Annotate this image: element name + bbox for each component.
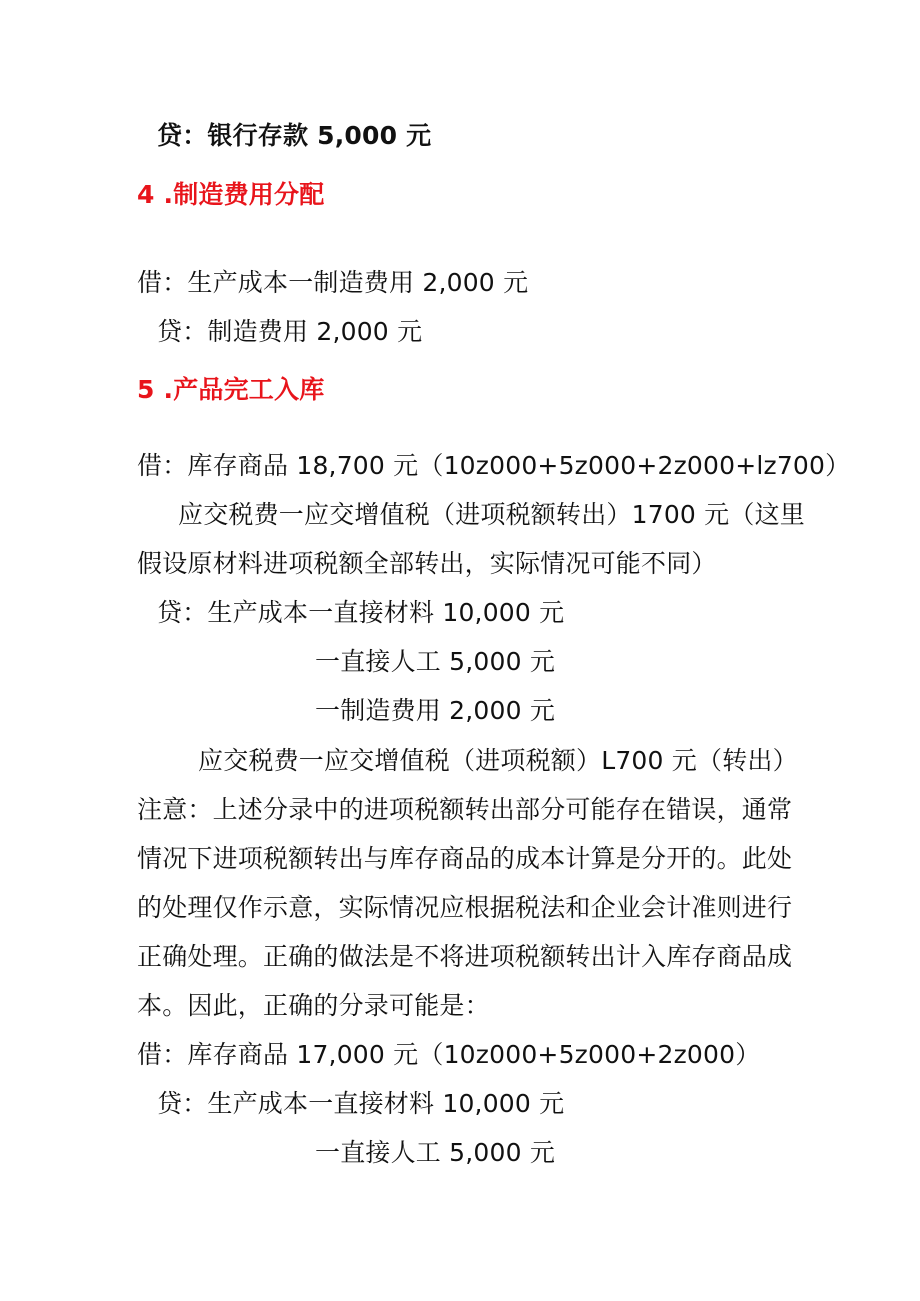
note-paragraph-line-3: 的处理仅作示意，实际情况应根据税法和企业会计准则进行	[137, 893, 793, 922]
section-heading-product-warehousing: 5 .产品完工入库	[137, 375, 325, 404]
credit-direct-materials-line-2: 贷：生产成本一直接材料 10,000 元	[157, 1089, 565, 1118]
vat-transfer-out-line: 应交税费一应交增值税（进项税额转出）1700 元（这里	[178, 500, 805, 529]
note-paragraph-line-1: 注意：上述分录中的进项税额转出部分可能存在错误，通常	[137, 795, 793, 824]
credit-bank-deposit-line: 贷：银行存款 5,000 元	[157, 121, 432, 150]
vat-input-tax-line: 应交税费一应交增值税（进项税额）L700 元（转出）	[198, 746, 798, 775]
credit-manufacturing-overhead-line: 一制造费用 2,000 元	[315, 696, 556, 725]
debit-inventory-18700-line: 借：库存商品 18,700 元（10z000+5z000+2z000+lz700）	[137, 451, 851, 480]
assumption-note-line: 假设原材料进项税额全部转出，实际情况可能不同）	[137, 549, 717, 578]
section-heading-overhead-allocation: 4 .制造费用分配	[137, 180, 325, 209]
credit-direct-labor-line: 一直接人工 5,000 元	[315, 647, 556, 676]
credit-direct-materials-line: 贷：生产成本一直接材料 10,000 元	[157, 598, 565, 627]
note-paragraph-line-5: 本。因此，正确的分录可能是：	[137, 991, 490, 1020]
note-paragraph-line-2: 情况下进项税额转出与库存商品的成本计算是分开的。此处	[137, 844, 793, 873]
note-paragraph-line-4: 正确处理。正确的做法是不将进项税额转出计入库存商品成	[137, 942, 793, 971]
debit-inventory-17000-line: 借：库存商品 17,000 元（10z000+5z000+2z000）	[137, 1040, 761, 1069]
credit-overhead-line: 贷：制造费用 2,000 元	[157, 317, 423, 346]
credit-direct-labor-line-2: 一直接人工 5,000 元	[315, 1138, 556, 1167]
debit-production-cost-overhead-line: 借：生产成本一制造费用 2,000 元	[137, 268, 529, 297]
